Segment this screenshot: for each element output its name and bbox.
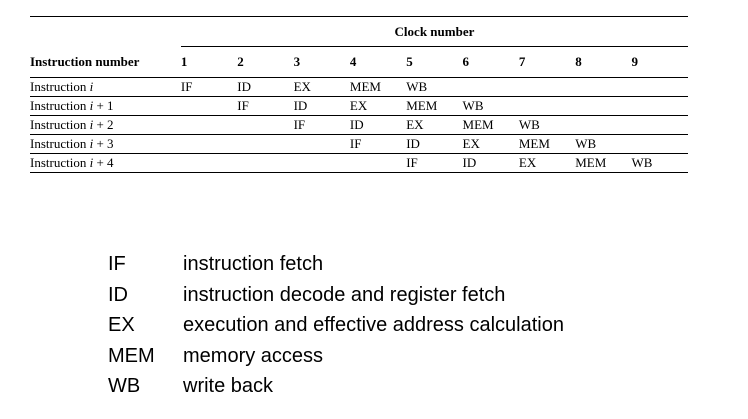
clock-number-6: 6 [463,47,519,78]
instruction-label [30,97,181,116]
instruction-label-text: Instruction [30,155,87,170]
legend-item [108,371,564,402]
stage-cell: WB [463,97,519,116]
instruction-row [30,135,688,154]
instruction-index-variable: i [89,155,94,170]
empty-cell [575,97,631,116]
instruction-offset: + 3 [96,136,114,151]
instruction-offset: + 4 [96,155,114,170]
instruction-row [30,116,688,135]
stage-cell: WB [575,135,631,154]
instruction-row [30,78,688,97]
instruction-label [30,154,181,173]
stage-cell: MEM [519,135,575,154]
stage-cell: MEM [463,116,519,135]
empty-cell [575,78,631,97]
stage-cell: IF [181,78,237,97]
legend-description: execution and effective address calculation [183,314,564,336]
empty-cell [632,97,688,116]
stage-cell: EX [406,116,462,135]
empty-cell [237,154,293,173]
legend-abbreviation: WB [108,375,141,397]
instruction-label [30,116,181,135]
instruction-row [30,97,688,116]
empty-cell [575,116,631,135]
empty-cell [181,154,237,173]
instruction-row [30,154,688,173]
empty-cell [463,78,519,97]
instruction-number-header: Instruction number [30,53,140,69]
stage-cell: MEM [406,97,462,116]
empty-cell [237,116,293,135]
empty-cell [237,135,293,154]
empty-cell [632,116,688,135]
stage-cell: EX [350,97,406,116]
clock-number-8: 8 [575,47,631,78]
empty-cell [632,135,688,154]
instruction-index-variable: i [89,98,94,113]
stage-legend [108,249,564,402]
legend-item [108,280,564,311]
stage-cell: EX [463,135,519,154]
stage-cell: ID [406,135,462,154]
legend-item [108,249,564,280]
clock-number-3: 3 [294,47,350,78]
legend-abbreviation: EX [108,314,135,336]
instruction-offset: + 2 [96,117,114,132]
instruction-label-text: Instruction [30,79,87,94]
legend-item [108,341,564,372]
clock-number-9: 9 [632,47,688,78]
legend-description: memory access [183,344,324,367]
pipeline-body [30,78,688,173]
stage-cell: MEM [575,154,631,173]
column-header-row [30,47,688,78]
empty-cell [294,154,350,173]
legend-description: write back [183,375,274,397]
clock-number-7: 7 [519,47,575,78]
legend-description: instruction fetch [183,253,324,275]
stage-cell: IF [294,116,350,135]
instruction-index-variable: i [89,117,94,132]
empty-cell [519,78,575,97]
clock-number-4: 4 [350,47,406,78]
stage-cell: IF [237,97,293,116]
legend-abbreviation: MEM [108,344,155,367]
clock-number-2: 2 [237,47,293,78]
instruction-label-text: Instruction [30,136,87,151]
clock-number-header: Clock number [394,23,475,39]
empty-cell [181,116,237,135]
legend-abbreviation: ID [108,283,128,306]
instruction-index-variable: i [89,79,94,94]
instruction-index-variable: i [89,136,94,151]
stage-cell: IF [350,135,406,154]
instruction-label [30,135,181,154]
stage-cell: EX [294,78,350,97]
instruction-offset: + 1 [96,98,114,113]
stage-cell: ID [294,97,350,116]
legend-abbreviation: IF [108,253,126,275]
clock-number-1: 1 [181,47,237,78]
legend-description: instruction decode and register fetch [183,283,506,306]
instruction-label-text: Instruction [30,98,87,113]
empty-cell [181,135,237,154]
stage-cell: EX [519,154,575,173]
empty-cell [519,97,575,116]
stage-cell: WB [519,116,575,135]
clock-number-5: 5 [406,47,462,78]
empty-cell [632,78,688,97]
stage-cell: ID [350,116,406,135]
instruction-label-text: Instruction [30,117,87,132]
stage-cell: IF [406,154,462,173]
instruction-label [30,78,181,97]
stage-cell: WB [406,78,462,97]
stage-cell: MEM [350,78,406,97]
pipeline-table [30,16,688,173]
stage-cell: WB [632,154,688,173]
clock-header-row [30,17,688,47]
legend-item [108,310,564,341]
header-spacer [30,17,181,47]
stage-cell: ID [237,78,293,97]
stage-cell: ID [463,154,519,173]
empty-cell [350,154,406,173]
empty-cell [181,97,237,116]
empty-cell [294,135,350,154]
